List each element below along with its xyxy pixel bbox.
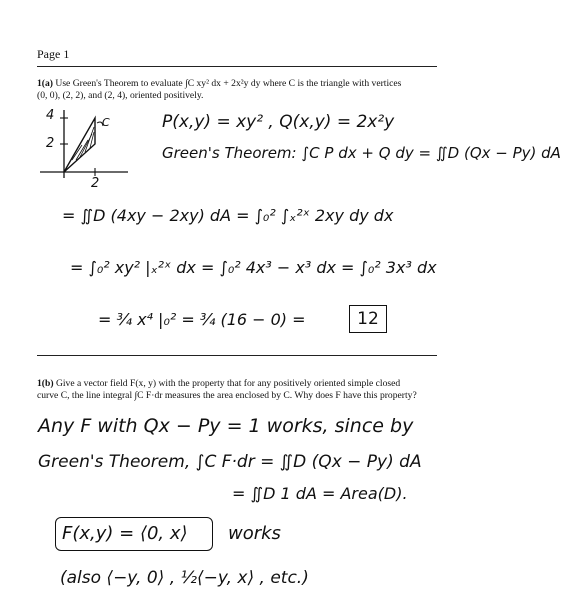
boxed-field-text: F(x,y) = ⟨0, x⟩: [62, 523, 188, 544]
also-alternatives: (also ⟨−y, 0⟩ , ½⟨−y, x⟩ , etc.): [60, 568, 309, 588]
problem-1b-label: 1(b): [37, 378, 54, 389]
problem-1a-label: 1(a): [37, 78, 53, 89]
graph-x2-label: 2: [91, 176, 100, 191]
section-rule: [37, 355, 437, 356]
answer-b-line2: Green's Theorem, ∫C F·dr = ∬D (Qx − Py) dA: [38, 452, 422, 472]
problem-1a-line2: (0, 0), (2, 2), and (2, 4), oriented positively.: [37, 90, 204, 101]
answer-b-line1: Any F with Qx − Py = 1 works, since by: [38, 415, 414, 437]
boxed-field: [55, 517, 213, 551]
answer-box: [349, 305, 387, 333]
problem-1b-line2: curve C, the line integral ∫C F·dr measures the area enclosed by C. Why does F have this property?: [37, 390, 417, 401]
graph-y2-label: 2: [46, 136, 55, 151]
works-label: works: [228, 523, 281, 544]
answer-b-line3: = ∬D 1 dA = Area(D).: [232, 484, 408, 503]
page-label: Page 1: [37, 47, 70, 61]
step-2: = ∫₀² xy² |ₓ²ˣ dx = ∫₀² 4x³ − x³ dx = ∫₀² 3x³ dx: [70, 258, 437, 277]
pq-definitions: P(x,y) = xy² , Q(x,y) = 2x²y: [162, 112, 395, 132]
graph-y4-label: 4: [46, 108, 55, 123]
answer-value: 12: [357, 309, 379, 329]
header-rule: [37, 66, 437, 67]
problem-1b-line1: Give a vector field F(x, y) with the property that for any positively oriented simple closed: [55, 378, 401, 389]
graph-c-label: C: [102, 116, 110, 129]
step-3: = ¾ x⁴ |₀² = ¾ (16 − 0) =: [98, 310, 306, 329]
problem-1b-text: [37, 378, 447, 402]
problem-1a-line1: Use Green's Theorem to evaluate ∫C xy² dx + 2x²y dy where C is the triangle with vertices: [55, 78, 402, 89]
greens-theorem-statement: Green's Theorem: ∫C P dx + Q dy = ∬D (Qx − Py) dA: [162, 144, 561, 162]
problem-1a-text: [37, 78, 447, 102]
step-1: = ∬D (4xy − 2xy) dA = ∫₀² ∫ₓ²ˣ 2xy dy dx: [62, 206, 394, 225]
